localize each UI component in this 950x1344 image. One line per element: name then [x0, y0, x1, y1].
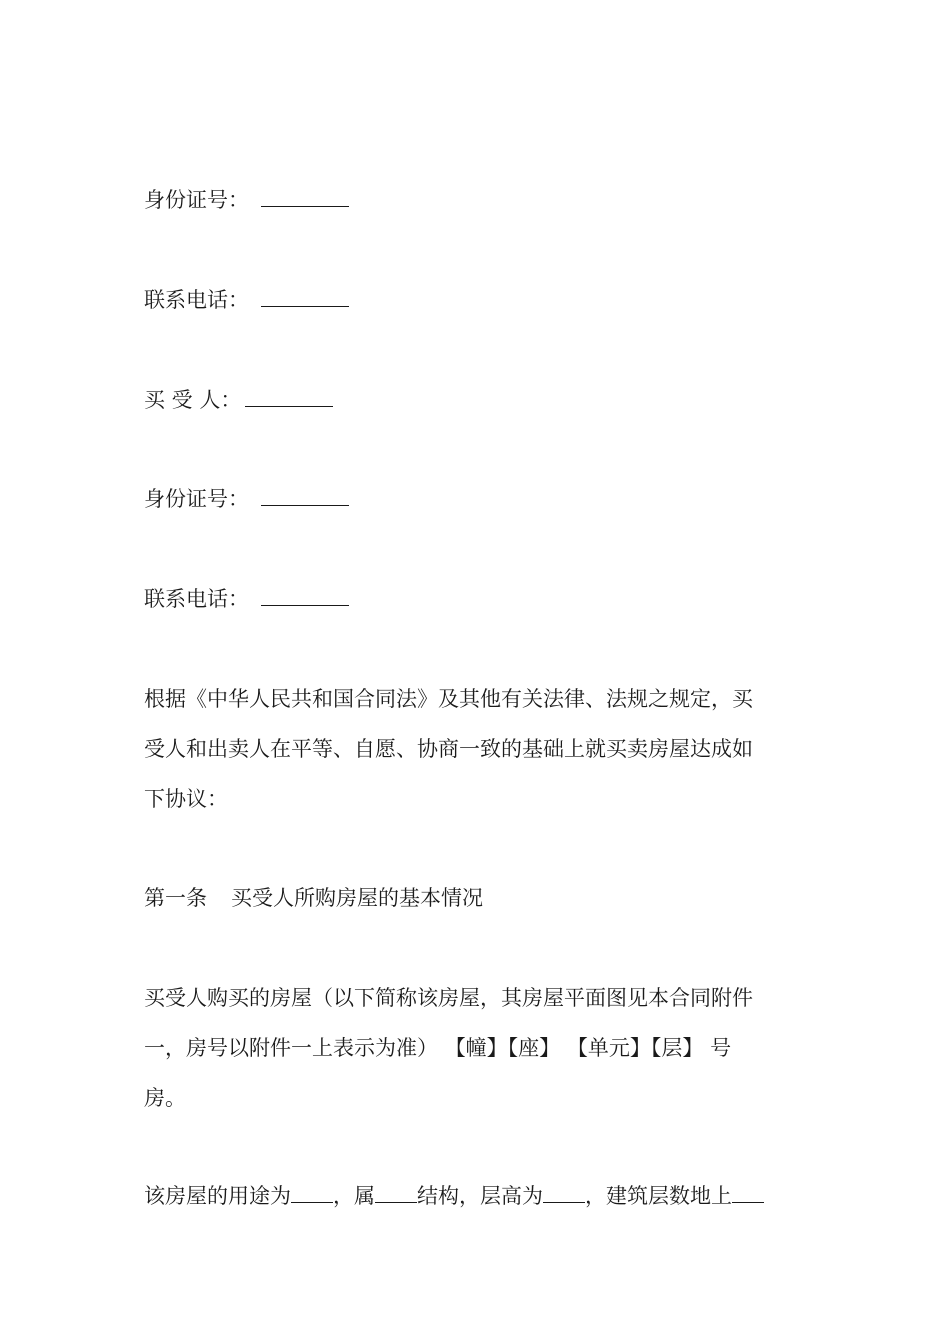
house-info-segment: 号	[710, 1036, 732, 1060]
field-label: 联系电话：	[144, 288, 249, 312]
usage-text: 结构，层高为	[417, 1184, 543, 1208]
article-number: 第一条	[144, 886, 207, 910]
article-heading	[144, 884, 483, 912]
house-info-line	[144, 1023, 808, 1073]
preamble-line: 根据《中华人民共和国合同法》及其他有关法律、法规之规定，买	[144, 687, 753, 711]
preamble-line: 下协议：	[144, 787, 228, 811]
fill-blank[interactable]	[732, 1182, 764, 1203]
house-info-line: 买受人购买的房屋（以下简称该房屋，其房屋平面图见本合同附件	[144, 986, 753, 1010]
field-label: 联系电话：	[144, 587, 249, 611]
fill-blank[interactable]	[245, 386, 333, 407]
buyer-name-field	[144, 386, 333, 414]
fill-blank[interactable]	[261, 286, 349, 307]
preamble-paragraph	[144, 674, 808, 824]
fill-blank[interactable]	[261, 585, 349, 606]
fill-blank[interactable]	[543, 1182, 585, 1203]
usage-text: ，建筑层数地上	[585, 1184, 732, 1208]
buyer-phone-field	[144, 585, 349, 613]
fill-blank[interactable]	[375, 1182, 417, 1203]
field-label: 身份证号：	[144, 188, 249, 212]
house-info-segment: 一，房号以附件一上表示为准）	[144, 1036, 438, 1060]
usage-text: 该房屋的用途为	[144, 1184, 291, 1208]
house-info-segment: 【幢】【座】	[444, 1036, 561, 1060]
article-title: 买受人所购房屋的基本情况	[231, 886, 483, 910]
house-info-line: 房。	[144, 1086, 186, 1110]
buyer-id-field	[144, 485, 349, 513]
fill-blank[interactable]	[291, 1182, 333, 1203]
field-label: 身份证号：	[144, 487, 249, 511]
house-info-paragraph	[144, 973, 808, 1123]
fill-blank[interactable]	[261, 485, 349, 506]
seller-phone-field	[144, 286, 349, 314]
usage-text: ，属	[333, 1184, 375, 1208]
field-label: 买 受 人：	[144, 388, 242, 412]
fill-blank[interactable]	[261, 186, 349, 207]
seller-id-field	[144, 186, 349, 214]
usage-line	[144, 1182, 764, 1210]
house-info-segment: 【单元】【层】	[566, 1036, 704, 1060]
preamble-line: 受人和出卖人在平等、自愿、协商一致的基础上就买卖房屋达成如	[144, 737, 753, 761]
